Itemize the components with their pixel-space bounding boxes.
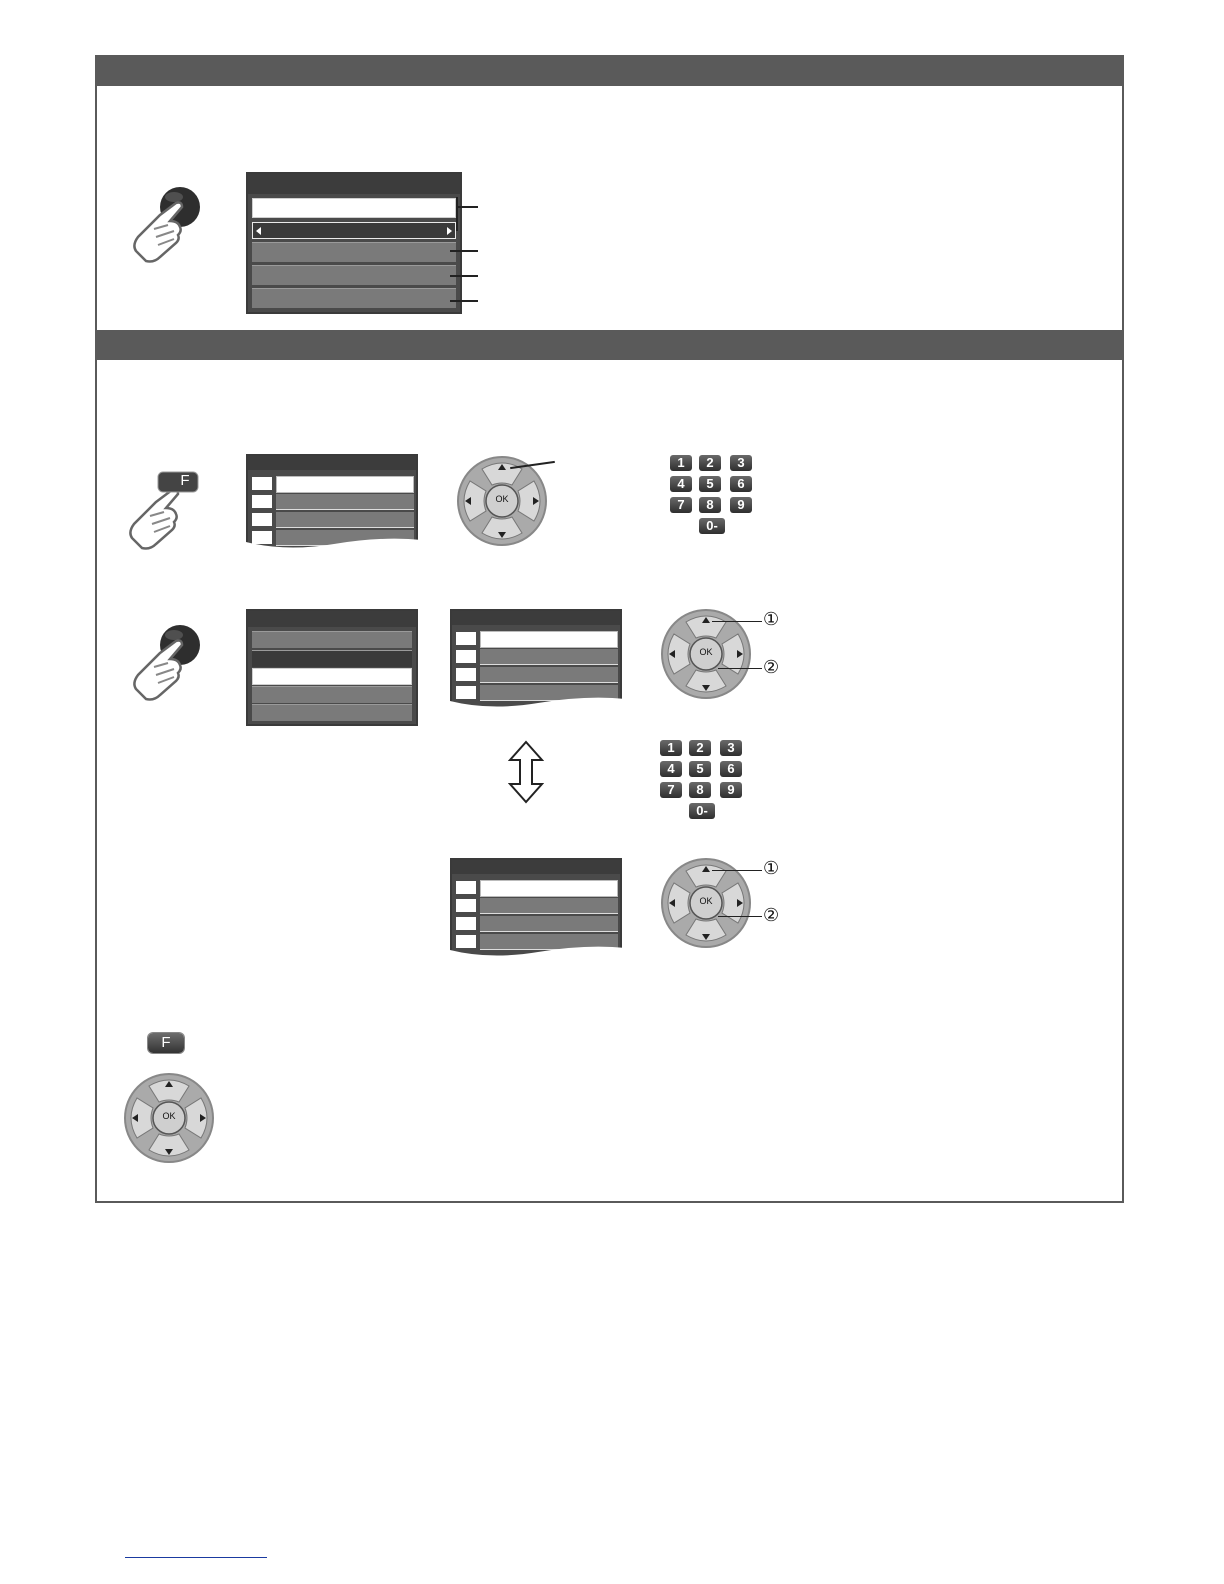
key-9[interactable]: 9 [720, 782, 742, 798]
key-6[interactable]: 6 [730, 476, 752, 492]
menu-row[interactable] [252, 650, 412, 667]
key-5[interactable]: 5 [689, 761, 711, 777]
key-8[interactable]: 8 [699, 497, 721, 513]
cursor-pad-icon[interactable] [123, 1072, 215, 1169]
step-marker-1: ① [763, 858, 780, 879]
footer-link-underline[interactable] [125, 1557, 267, 1558]
callout-line [456, 206, 478, 208]
step-marker-2: ② [763, 657, 780, 678]
list-item[interactable] [456, 667, 620, 683]
callout-line [450, 250, 478, 252]
menu-row[interactable] [252, 288, 456, 308]
bracket [456, 197, 458, 231]
key-2[interactable]: 2 [689, 740, 711, 756]
list-item[interactable] [456, 880, 620, 896]
callout-line [450, 300, 478, 302]
list-item[interactable] [252, 476, 416, 492]
key-9[interactable]: 9 [730, 497, 752, 513]
f-button-press-icon [126, 470, 198, 562]
cursor-pad-icon[interactable] [660, 857, 752, 954]
menu-row[interactable] [252, 265, 456, 285]
menu-row[interactable] [252, 198, 456, 218]
key-3[interactable]: 3 [730, 455, 752, 471]
list-item[interactable] [456, 898, 620, 914]
ok-label: OK [162, 1111, 176, 1121]
menu-screen [246, 172, 462, 314]
ok-label: OK [495, 494, 509, 504]
key-5[interactable]: 5 [699, 476, 721, 492]
list-screen [450, 858, 622, 958]
menu-row[interactable] [252, 242, 456, 262]
numeric-keypad-icon [660, 740, 760, 820]
menu-row[interactable] [252, 704, 412, 721]
numeric-keypad-icon [670, 455, 770, 535]
list-item[interactable] [252, 512, 416, 528]
key-1[interactable]: 1 [670, 455, 692, 471]
key-7[interactable]: 7 [670, 497, 692, 513]
list-item[interactable] [456, 649, 620, 665]
menu-row-selected[interactable] [252, 222, 456, 239]
hand-pointer-icon [130, 185, 202, 267]
list-item[interactable] [456, 631, 620, 647]
key-6[interactable]: 6 [720, 761, 742, 777]
key-3[interactable]: 3 [720, 740, 742, 756]
list-screen [246, 454, 418, 550]
list-item[interactable] [252, 494, 416, 510]
menu-row[interactable] [252, 631, 412, 648]
key-2[interactable]: 2 [699, 455, 721, 471]
list-item[interactable] [456, 916, 620, 932]
key-0[interactable]: 0- [689, 803, 715, 819]
callout-line [712, 621, 762, 622]
up-down-arrow-icon [508, 740, 544, 809]
callout-line [718, 668, 762, 669]
hand-pointer-icon [130, 623, 202, 705]
arrow-left-icon [256, 227, 261, 235]
key-7[interactable]: 7 [660, 782, 682, 798]
menu-row-highlighted[interactable] [252, 668, 412, 685]
arrow-right-icon [447, 227, 452, 235]
callout-line [718, 916, 762, 917]
callout-line [450, 275, 478, 277]
cursor-pad-icon[interactable] [456, 455, 548, 552]
callout-line [712, 870, 762, 871]
list-screen [450, 609, 622, 709]
f-key-label: F [180, 472, 190, 489]
f-button-icon[interactable]: F [148, 1033, 184, 1053]
key-8[interactable]: 8 [689, 782, 711, 798]
menu-row[interactable] [252, 686, 412, 703]
key-1[interactable]: 1 [660, 740, 682, 756]
step-marker-1: ① [763, 609, 780, 630]
section-bar-1 [96, 56, 1123, 86]
section-bar-2 [96, 330, 1123, 360]
ok-label: OK [699, 647, 713, 657]
key-4[interactable]: 4 [670, 476, 692, 492]
cursor-pad-icon[interactable] [660, 608, 752, 705]
ok-label: OK [699, 896, 713, 906]
key-4[interactable]: 4 [660, 761, 682, 777]
step-marker-2: ② [763, 905, 780, 926]
menu-screen [246, 609, 418, 726]
key-0[interactable]: 0- [699, 518, 725, 534]
